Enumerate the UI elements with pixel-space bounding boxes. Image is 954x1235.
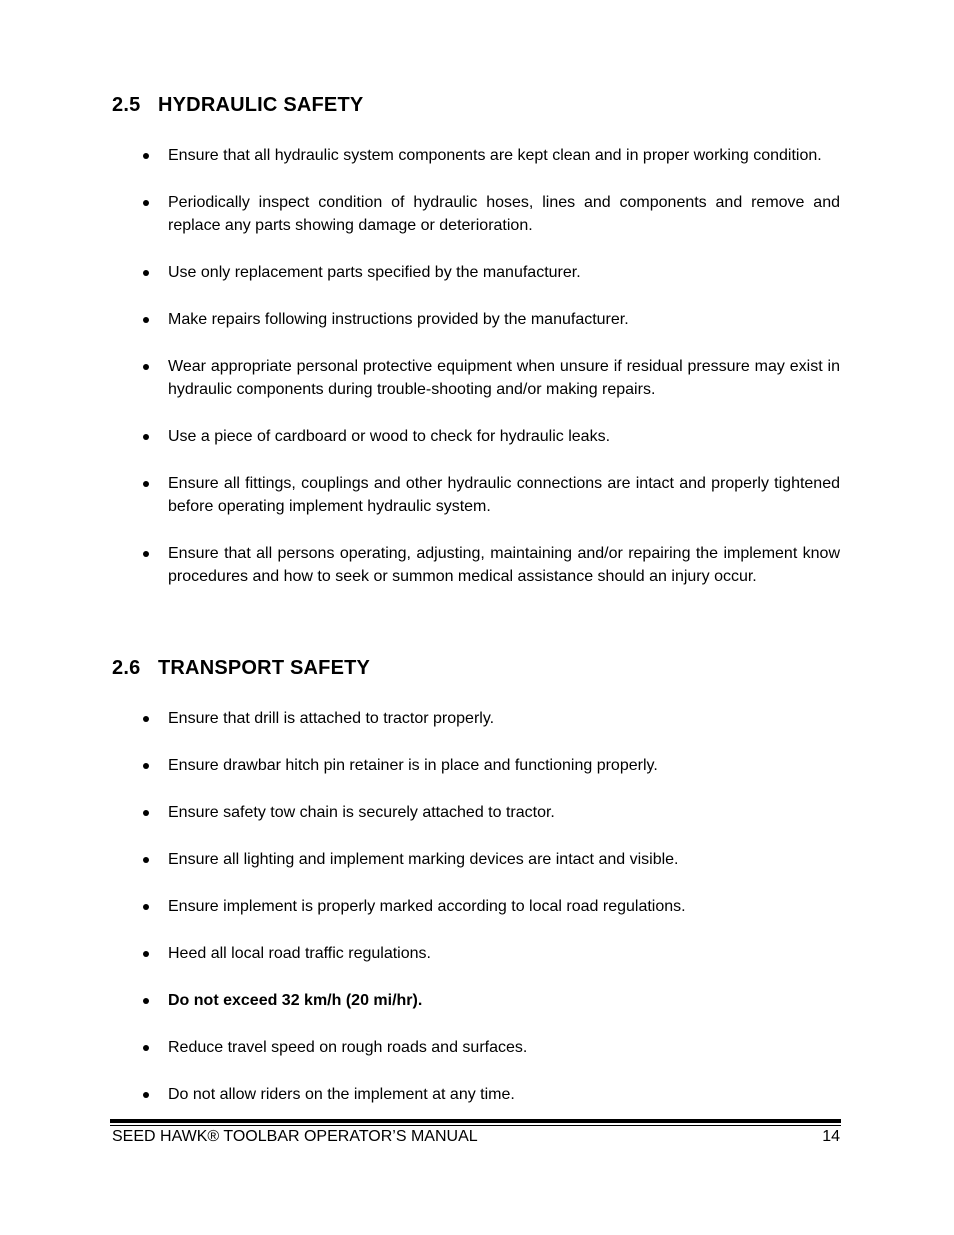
list-item <box>112 144 840 167</box>
bullet-icon <box>143 857 149 863</box>
list-item-text: Use only replacement parts specified by the manufacturer. <box>168 264 581 281</box>
list-item-text: Heed all local road traffic regulations. <box>168 945 431 962</box>
list-item <box>112 754 840 777</box>
bullet-icon <box>143 810 149 816</box>
section-heading-transport-safety <box>112 656 370 680</box>
list-item <box>112 707 840 730</box>
list-item-text: Ensure that drill is attached to tractor properly. <box>168 710 495 727</box>
list-item-text: Use a piece of cardboard or wood to check for hydraulic leaks. <box>168 428 611 445</box>
bullet-icon <box>143 364 149 370</box>
footer-divider-thick <box>110 1119 841 1123</box>
list-item-text: Wear appropriate personal protective equipment when unsure if residual pressure may exist in hydraulic components during trouble-shooting and/or making repairs. <box>168 358 840 398</box>
list-item-text: Ensure that all persons operating, adjusting, maintaining and/or repairing the implement know procedures and how to seek or summon medical assistance should an injury occur. <box>168 545 840 585</box>
bullet-icon <box>143 1092 149 1098</box>
list-item <box>112 942 840 965</box>
list-item-text: Ensure safety tow chain is securely attached to tractor. <box>168 804 555 821</box>
bullet-icon <box>143 1045 149 1051</box>
bullet-icon <box>143 270 149 276</box>
section-heading-hydraulic-safety <box>112 93 363 117</box>
list-item <box>112 895 840 918</box>
list-item <box>112 308 840 331</box>
list-item-text: Ensure that all hydraulic system components are kept clean and in proper working condition. <box>168 147 822 164</box>
list-item <box>112 989 840 1012</box>
list-item-text: Reduce travel speed on rough roads and surfaces. <box>168 1039 528 1056</box>
section-title: TRANSPORT SAFETY <box>158 657 371 679</box>
list-item-text: Ensure drawbar hitch pin retainer is in place and functioning properly. <box>168 757 658 774</box>
bullet-icon <box>143 904 149 910</box>
bullet-icon <box>143 481 149 487</box>
bullet-icon <box>143 317 149 323</box>
footer-divider-thin <box>110 1125 841 1126</box>
list-item <box>112 1036 840 1059</box>
list-item <box>112 425 840 448</box>
list-item-text: Ensure implement is properly marked according to local road regulations. <box>168 898 686 915</box>
hydraulic-safety-list <box>112 144 840 612</box>
list-item <box>112 355 840 401</box>
list-item-text: Make repairs following instructions provided by the manufacturer. <box>168 311 629 328</box>
list-item-text: Ensure all fittings, couplings and other hydraulic connections are intact and properly tightened before operating implement hydraulic system. <box>168 475 840 515</box>
footer-page-number: 14 <box>822 1128 840 1145</box>
section-number: 2.5 <box>112 94 141 116</box>
bullet-icon <box>143 763 149 769</box>
list-item <box>112 191 840 237</box>
section-title: HYDRAULIC SAFETY <box>158 94 364 116</box>
bullet-icon <box>143 716 149 722</box>
section-number: 2.6 <box>112 657 141 679</box>
list-item-text: Ensure all lighting and implement marking devices are intact and visible. <box>168 851 679 868</box>
list-item <box>112 261 840 284</box>
list-item <box>112 472 840 518</box>
list-item <box>112 801 840 824</box>
bullet-icon <box>143 551 149 557</box>
bullet-icon <box>143 951 149 957</box>
bullet-icon <box>143 434 149 440</box>
list-item <box>112 542 840 588</box>
list-item-text: Do not allow riders on the implement at any time. <box>168 1086 515 1103</box>
bullet-icon <box>143 998 149 1004</box>
list-item <box>112 848 840 871</box>
footer-manual-title: SEED HAWK® TOOLBAR OPERATOR’S MANUAL <box>112 1128 478 1145</box>
transport-safety-list <box>112 707 840 1130</box>
bullet-icon <box>143 200 149 206</box>
list-item-text: Periodically inspect condition of hydraulic hoses, lines and components and remove and replace any parts showing damage or deterioration. <box>168 194 840 234</box>
list-item-text: Do not exceed 32 km/h (20 mi/hr). <box>168 992 423 1009</box>
bullet-icon <box>143 153 149 159</box>
list-item <box>112 1083 840 1106</box>
